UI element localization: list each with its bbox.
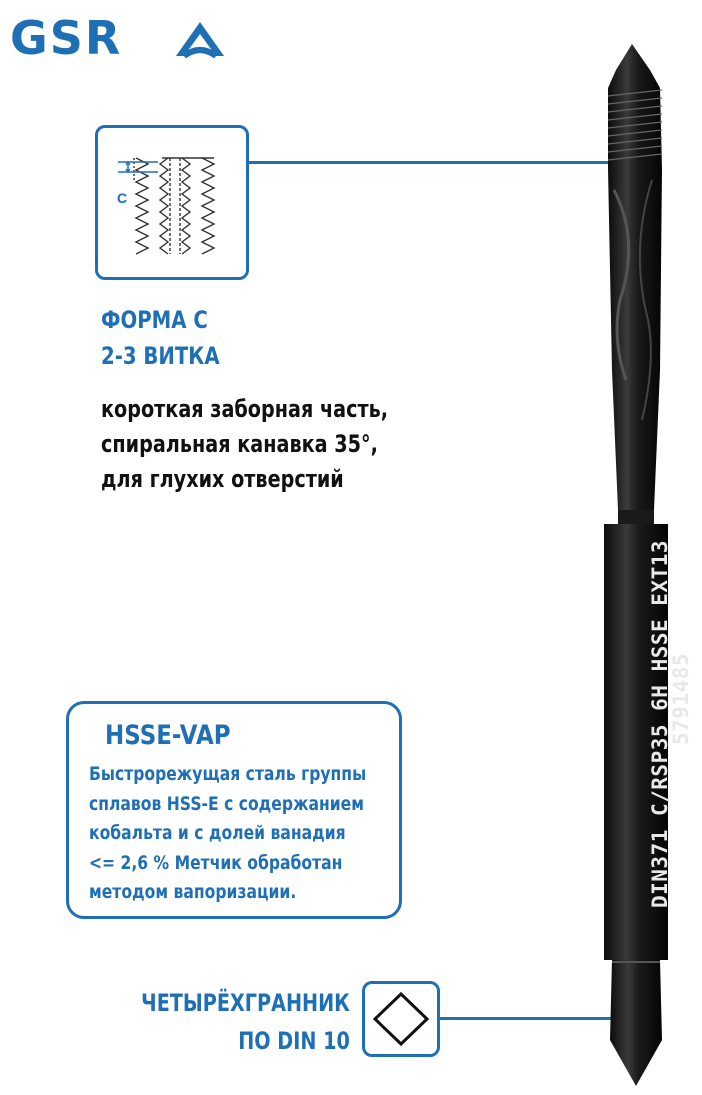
tap-marking-number: 5791485 <box>669 652 693 745</box>
form-description <box>101 392 388 497</box>
form-desc-line1: короткая заборная часть, <box>101 395 389 423</box>
square-icon-box <box>362 981 440 1057</box>
square-label-line2: ПО DIN 10 <box>238 1027 350 1055</box>
material-title: HSSE-VAP <box>105 720 231 751</box>
form-title <box>101 302 220 374</box>
material-line5: методом вапоризации. <box>89 881 297 903</box>
diamond-square-icon <box>365 984 437 1054</box>
thread-diagram-label: C <box>117 190 128 206</box>
material-info-box <box>66 701 402 919</box>
material-line1: Быстрорежущая сталь группы <box>89 763 367 785</box>
material-line2: сплавов HSS-E с содержанием <box>89 792 364 815</box>
logo-mark-icon <box>170 18 230 62</box>
form-desc-line2: спиральная канавка 35°, <box>101 430 378 458</box>
material-line3: кобальта и с долей ванадия <box>89 822 346 844</box>
logo-text: GSR <box>10 11 123 65</box>
square-label <box>141 984 350 1060</box>
tap-marking-text: DIN371 C/RSP35 6H HSSE EXT13 <box>648 539 672 908</box>
material-description <box>89 760 401 908</box>
form-title-line1: ФОРМА С <box>101 306 208 334</box>
material-line4: <= 2,6 % Метчик обработан <box>89 851 343 874</box>
gsr-logo <box>10 8 225 68</box>
thread-form-diagram <box>95 125 249 280</box>
thread-lead-line <box>249 161 627 164</box>
square-label-line1: ЧЕТЫРЁХГРАННИК <box>141 989 350 1017</box>
form-title-line2: 2-3 ВИТКА <box>101 342 220 370</box>
form-desc-line3: для глухих отверстий <box>101 465 344 493</box>
